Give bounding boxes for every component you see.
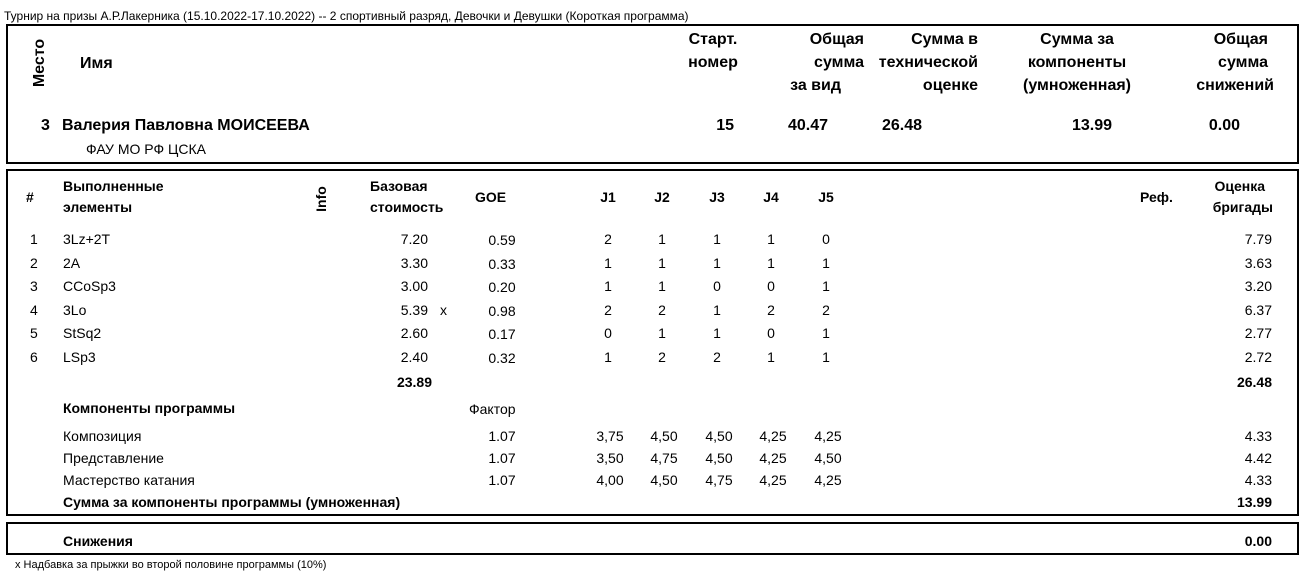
- row-number: 6: [30, 348, 38, 365]
- component-name: Мастерство катания: [63, 472, 195, 488]
- judge-mark: 4,50: [705, 450, 733, 466]
- elements-header: Выполненные элементы: [63, 178, 164, 215]
- judge-mark: 1: [767, 231, 775, 247]
- skater-total-score: 40.47: [787, 117, 828, 134]
- judge-mark: 1: [713, 325, 721, 342]
- deductions-box: [6, 522, 1299, 555]
- judge-mark: 0: [822, 231, 830, 247]
- table-row: [0, 323, 1313, 347]
- judge-mark: 2: [713, 348, 721, 365]
- place-header: Место: [31, 38, 48, 88]
- num-header: #: [26, 189, 34, 205]
- referee-header: Реф.: [1140, 189, 1173, 205]
- element-name: StSq2: [63, 325, 102, 342]
- judge-mark: 1: [658, 254, 666, 271]
- goe-value: 0.20: [488, 279, 516, 296]
- judge-mark: 1: [822, 254, 830, 271]
- judge-mark: 4,75: [650, 450, 678, 466]
- judge-mark: 4,00: [596, 472, 624, 488]
- judge-mark: 4,25: [759, 450, 787, 466]
- base-value: 3.30: [400, 254, 428, 271]
- row-number: 5: [30, 325, 38, 342]
- base-value: 7.20: [400, 231, 428, 247]
- judge-mark: 3,75: [596, 428, 624, 444]
- components-header: Компоненты программы: [63, 400, 236, 416]
- judge-mark: 1: [604, 348, 612, 365]
- total-score-header: Общая сумма за вид: [790, 31, 864, 94]
- pcs-header: Сумма за компоненты (умноженная): [1023, 31, 1131, 94]
- judge-mark: 1: [658, 231, 666, 247]
- goe-value: 0.98: [488, 302, 516, 319]
- judge-mark: 1: [658, 325, 666, 342]
- judge-mark: 4,50: [705, 428, 733, 444]
- judge-mark: 1: [713, 254, 721, 271]
- judge-mark: 1: [658, 278, 666, 295]
- panel-score: 7.79: [1244, 231, 1272, 247]
- page-title: Турнир на призы А.Р.Лакерника (15.10.2022-17.10.2022) -- 2 спортивный разряд, Девочки и Девушки (Короткая программа): [4, 9, 689, 23]
- judge-header-5: J5: [818, 189, 834, 205]
- goe-header: GOE: [475, 189, 507, 205]
- panel-score: 6.37: [1244, 301, 1272, 318]
- judge-mark: 1: [767, 254, 775, 271]
- judge-header-3: J3: [709, 189, 725, 205]
- judge-mark: 4,25: [814, 472, 842, 488]
- judge-mark: 2: [767, 301, 775, 318]
- panel-score-header: Оценка бригады: [1212, 178, 1273, 215]
- deductions-label: Снижения: [63, 533, 133, 549]
- judge-mark: 4,25: [759, 472, 787, 488]
- judge-mark: 2: [604, 301, 612, 318]
- skater-name: Валерия Павловна МОИСЕЕВА: [62, 117, 310, 134]
- element-name: 3Lo: [63, 301, 87, 318]
- judge-mark: 1: [713, 301, 721, 318]
- base-value-header: Базовая стоимость: [370, 178, 444, 215]
- judge-mark: 4,50: [650, 472, 678, 488]
- factor-header: Фактор: [469, 401, 516, 417]
- goe-value: 0.17: [488, 326, 516, 343]
- table-row: [0, 300, 1313, 324]
- base-value: 3.00: [400, 278, 428, 295]
- components-rows: [0, 427, 1313, 493]
- footnote: x Надбавка за прыжки во второй половине программы (10%): [15, 559, 327, 571]
- panel-score: 2.77: [1244, 325, 1272, 342]
- base-value: 2.40: [400, 348, 428, 365]
- component-name: Композиция: [63, 428, 142, 444]
- skater-deductions: 0.00: [1208, 117, 1240, 134]
- element-name: 3Lz+2T: [63, 231, 111, 247]
- component-name: Представление: [63, 450, 164, 466]
- components-total-label: Сумма за компоненты программы (умноженная): [63, 494, 401, 510]
- judge-mark: 1: [713, 231, 721, 247]
- table-row: [0, 347, 1313, 371]
- judge-mark: 1: [604, 254, 612, 271]
- skater-club: ФАУ МО РФ ЦСКА: [86, 141, 206, 157]
- component-score: 4.42: [1244, 450, 1272, 466]
- tes-header: Сумма в технической оценке: [878, 31, 978, 94]
- component-factor: 1.07: [488, 472, 516, 488]
- skater-start-number: 15: [716, 117, 734, 134]
- judge-mark: 1: [822, 325, 830, 342]
- start-number-header: Старт. номер: [688, 31, 738, 71]
- judge-header-2: J2: [654, 189, 670, 205]
- judge-mark: 2: [822, 301, 830, 318]
- element-name: 2A: [63, 254, 81, 271]
- element-name: LSp3: [63, 348, 96, 365]
- table-row: [0, 276, 1313, 300]
- judge-mark: 1: [822, 278, 830, 295]
- deductions-header: Общая сумма снижений: [1196, 31, 1274, 94]
- judge-header-4: J4: [763, 189, 779, 205]
- elements-total-base: 23.89: [396, 374, 432, 390]
- judge-mark: 2: [604, 231, 612, 247]
- judge-mark: 4,50: [650, 428, 678, 444]
- elements-total-score: 26.48: [1236, 374, 1272, 390]
- table-row: [0, 229, 1313, 253]
- component-row: [0, 427, 1313, 449]
- row-number: 2: [30, 254, 38, 271]
- element-name: CCoSp3: [63, 278, 116, 295]
- components-total-value: 13.99: [1236, 494, 1272, 510]
- judge-mark: 1: [604, 278, 612, 295]
- judge-mark: 2: [658, 348, 666, 365]
- panel-score: 3.20: [1244, 278, 1272, 295]
- info-header: Info: [313, 186, 329, 212]
- name-header: Имя: [80, 55, 113, 72]
- judge-mark: 0: [604, 325, 612, 342]
- panel-score: 2.72: [1244, 348, 1272, 365]
- judge-mark: 0: [767, 325, 775, 342]
- judge-mark: 4,75: [705, 472, 733, 488]
- judge-header-1: J1: [600, 189, 616, 205]
- judge-mark: 2: [658, 301, 666, 318]
- row-number: 1: [30, 231, 38, 247]
- component-score: 4.33: [1244, 472, 1272, 488]
- judge-mark: 4,25: [759, 428, 787, 444]
- component-row: [0, 471, 1313, 493]
- skater-pcs: 13.99: [1071, 117, 1112, 134]
- base-value: 2.60: [400, 325, 428, 342]
- judge-mark: 3,50: [596, 450, 624, 466]
- judge-mark: 1: [822, 348, 830, 365]
- goe-value: 0.32: [488, 349, 516, 366]
- row-number: 3: [30, 278, 38, 295]
- judge-mark: 0: [767, 278, 775, 295]
- goe-value: 0.33: [488, 255, 516, 272]
- judge-mark: 0: [713, 278, 721, 295]
- judge-mark: 4,25: [814, 428, 842, 444]
- base-value: 5.39: [400, 301, 428, 318]
- skater-place: 3: [41, 117, 50, 134]
- panel-score: 3.63: [1244, 254, 1272, 271]
- component-factor: 1.07: [488, 450, 516, 466]
- table-row: [0, 253, 1313, 277]
- component-score: 4.33: [1244, 428, 1272, 444]
- deductions-value: 0.00: [1244, 533, 1272, 549]
- info-mark: x: [440, 301, 447, 318]
- goe-value: 0.59: [488, 232, 516, 248]
- component-factor: 1.07: [488, 428, 516, 444]
- skater-tes: 26.48: [881, 117, 922, 134]
- judge-mark: 1: [767, 348, 775, 365]
- component-row: [0, 449, 1313, 471]
- judge-mark: 4,50: [814, 450, 842, 466]
- row-number: 4: [30, 301, 38, 318]
- elements-rows: [0, 229, 1313, 371]
